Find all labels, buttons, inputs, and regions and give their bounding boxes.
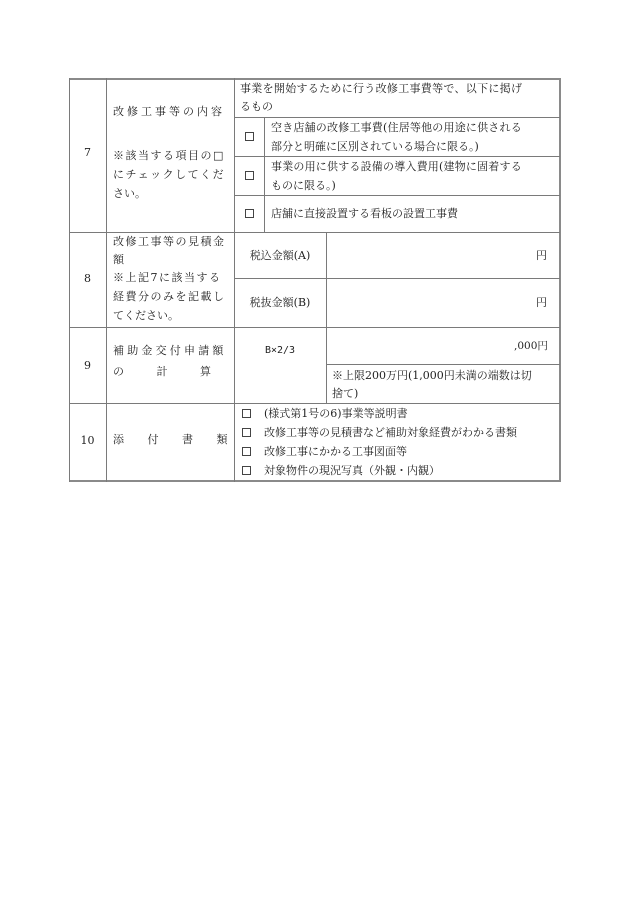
row-number: 7 <box>84 146 91 159</box>
option-text: 空き店舗の改修工事費(住居等他の用途に供される <box>271 121 522 134</box>
tax-excluded-amount-input[interactable] <box>327 279 547 327</box>
formula: B×2/3 <box>264 345 296 356</box>
attachment-checkbox[interactable] <box>242 428 251 437</box>
attachment-label: 改修工事にかかる工事図面等 <box>264 445 407 458</box>
option-checkbox[interactable] <box>245 209 254 218</box>
row9-mid-divider <box>326 364 560 365</box>
table-border-bottom <box>69 480 561 482</box>
option-text: 部分と明確に区別されている場合に限る。) <box>271 140 479 153</box>
yen-unit: 円 <box>536 249 547 262</box>
row7-option2-divider <box>234 195 560 196</box>
limit-note: ※上限200万円(1,000円未満の端数は切 <box>332 369 532 382</box>
limit-note: 捨て) <box>332 387 359 400</box>
attachment-checkbox[interactable] <box>242 447 251 456</box>
row-label: 改修工事等の内容 <box>113 105 225 118</box>
attachment-label: 改修工事等の見積書など補助対象経費がわかる書類 <box>264 426 517 439</box>
option-text: 店舗に直接設置する看板の設置工事費 <box>271 207 458 220</box>
row-label-line: の 計 算 <box>113 365 215 378</box>
col-divider-checkbox <box>264 117 265 232</box>
row-note-line: さい。 <box>113 187 146 200</box>
row-label-line: 経費分のみを記載し <box>113 290 226 303</box>
attachment-label: 対象物件の現況写真（外観・内観） <box>264 464 440 477</box>
row-number: 10 <box>80 434 95 447</box>
grant-amount-input[interactable] <box>327 328 517 364</box>
attachment-checkbox[interactable] <box>242 409 251 418</box>
table-border-right <box>559 78 561 482</box>
row-label-line: ※上記7に該当する <box>113 271 222 284</box>
yen-unit: 円 <box>536 296 547 309</box>
row-label: 添 付 書 類 <box>113 433 228 446</box>
option-checkbox[interactable] <box>245 132 254 141</box>
row-label-line: 額 <box>113 253 124 266</box>
option-checkbox[interactable] <box>245 171 254 180</box>
tax-excluded-label: 税抜金額(B) <box>249 296 311 309</box>
option-text: 事業の用に供する設備の導入費用(建物に固着する <box>271 160 522 173</box>
col-divider-label <box>234 78 235 482</box>
row-note-line: にチェックしてくだ <box>113 168 226 181</box>
row-note-line: ※該当する項目の□ <box>113 149 225 162</box>
row-label-line: 補助金交付申請額 <box>113 344 227 357</box>
amount-suffix: ,000円 <box>514 340 548 352</box>
intro-line: 事業を開始するために行う改修工事費等で、以下に掲げ <box>240 82 523 95</box>
intro-line: るもの <box>240 100 273 113</box>
col-divider-number <box>106 78 107 482</box>
row-number: 9 <box>84 359 91 372</box>
row-label-line: 改修工事等の見積金 <box>113 235 226 248</box>
tax-included-amount-input[interactable] <box>327 233 547 278</box>
row-number: 8 <box>84 272 91 285</box>
attachment-label: (様式第1号の6)事業等説明書 <box>264 407 408 420</box>
tax-included-label: 税込金額(A) <box>249 249 311 262</box>
row-label-line: てください。 <box>113 309 179 322</box>
attachment-checkbox[interactable] <box>242 466 251 475</box>
option-text: ものに限る。) <box>271 179 336 192</box>
